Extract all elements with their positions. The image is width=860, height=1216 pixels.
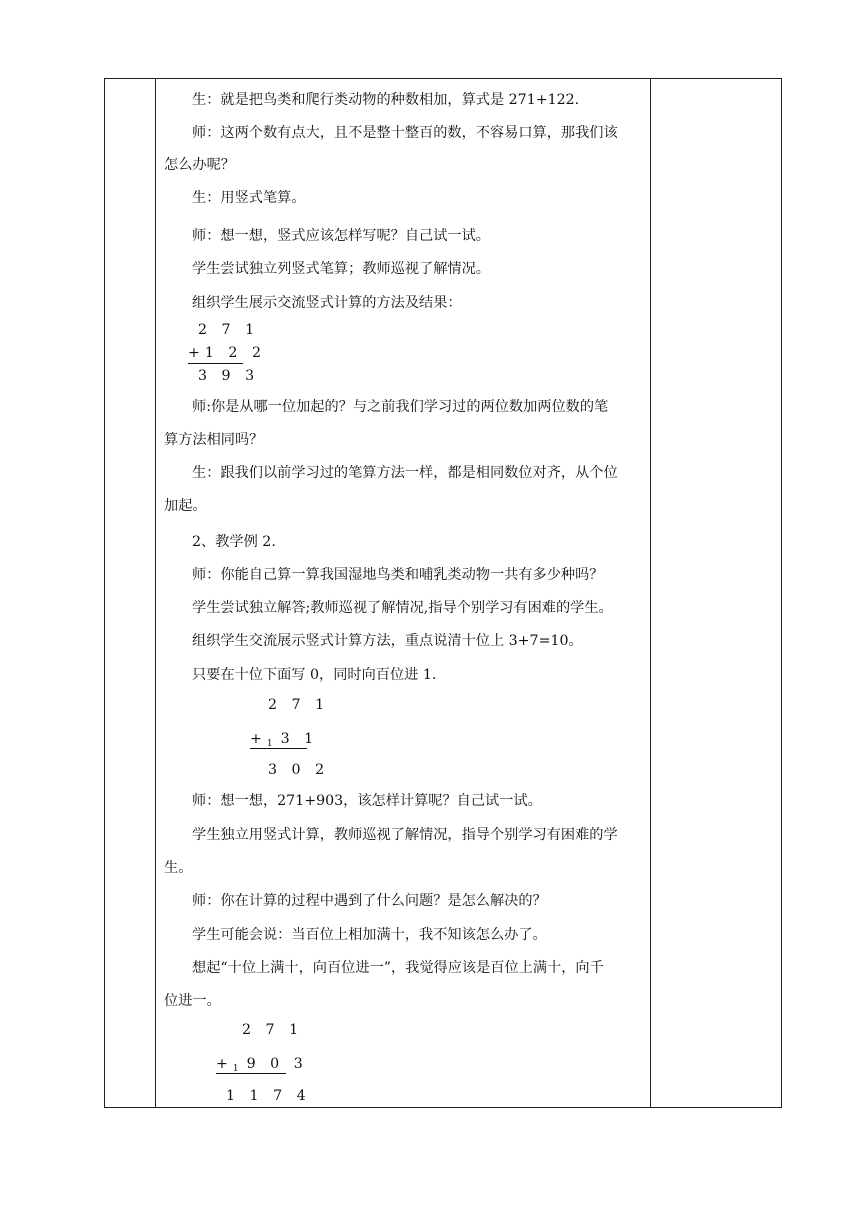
calc-addend-digits: 9 0 3 xyxy=(246,1056,308,1072)
paragraph: 师：想一想，271+903，该怎样计算呢？自己试一试。 xyxy=(192,793,542,809)
plus-sign: + xyxy=(250,731,267,747)
paragraph: 生：跟我们以前学习过的笔算方法一样，都是相同数位对齐，从个位 xyxy=(192,465,618,481)
paragraph: 想起“十位上满十，向百位进一”，我觉得应该是百位上满十，向千 xyxy=(192,960,604,976)
paragraph: 师:你是从哪一位加起的？与之前我们学习过的两位数加两位数的笔 xyxy=(192,399,609,415)
paragraph: 算方法相同吗？ xyxy=(164,432,264,448)
calc-addend-digits: 3 1 xyxy=(280,731,319,747)
paragraph: 学生尝试独立列竖式笔算；教师巡视了解情况。 xyxy=(192,261,490,277)
paragraph: 生。 xyxy=(164,860,193,876)
calc-addend xyxy=(216,1054,308,1079)
calc-underline xyxy=(216,1073,286,1074)
calc-result: 3 9 3 xyxy=(198,368,260,384)
calc-result: 1 1 7 4 xyxy=(226,1088,311,1104)
calc-top: 2 7 1 xyxy=(242,1022,304,1038)
paragraph: 学生可能会说：当百位上相加满十，我不知该怎么办了。 xyxy=(192,927,547,943)
column-divider-left xyxy=(155,79,156,1107)
paragraph: 加起。 xyxy=(164,498,207,514)
column-divider-right xyxy=(650,79,651,1107)
carry-mark: 1 xyxy=(232,1064,239,1074)
carry-mark: 1 xyxy=(266,739,273,749)
paragraph: 学生独立用竖式计算，教师巡视了解情况，指导个别学习有困难的学 xyxy=(192,827,618,843)
calc-top: 2 7 1 xyxy=(268,697,330,713)
calc-addend xyxy=(250,729,318,754)
paragraph: 师：想一想，竖式应该怎样写呢？自己试一试。 xyxy=(192,228,490,244)
calc-underline xyxy=(188,363,243,364)
paragraph: 生：用竖式笔算。 xyxy=(192,190,306,206)
paragraph: 2、教学例 2. xyxy=(192,534,276,550)
calc-result: 3 0 2 xyxy=(268,762,330,778)
paragraph: 怎么办呢？ xyxy=(164,157,235,173)
paragraph: 学生尝试独立解答;教师巡视了解情况,指导个别学习有困难的学生。 xyxy=(192,600,613,616)
calc-addend: +1 2 2 xyxy=(188,345,266,361)
paragraph: 组织学生展示交流竖式计算的方法及结果： xyxy=(192,295,462,311)
paragraph: 师：你能自己算一算我国湿地鸟类和哺乳类动物一共有多少种吗？ xyxy=(192,567,604,583)
paragraph: 师：这两个数有点大，且不是整十整百的数，不容易口算，那我们该 xyxy=(192,125,618,141)
paragraph: 位进一。 xyxy=(164,993,221,1009)
paragraph: 生：就是把鸟类和爬行类动物的种数相加，算式是 271+122. xyxy=(192,92,580,108)
paragraph: 组织学生交流展示竖式计算方法，重点说清十位上 3+7=10。 xyxy=(192,633,583,649)
plus-sign: + xyxy=(216,1056,233,1072)
paragraph: 师：你在计算的过程中遇到了什么问题？是怎么解决的？ xyxy=(192,893,547,909)
calc-top: 2 7 1 xyxy=(198,322,260,338)
calc-underline xyxy=(250,748,307,749)
paragraph: 只要在十位下面写 0，同时向百位进 1. xyxy=(192,667,437,683)
